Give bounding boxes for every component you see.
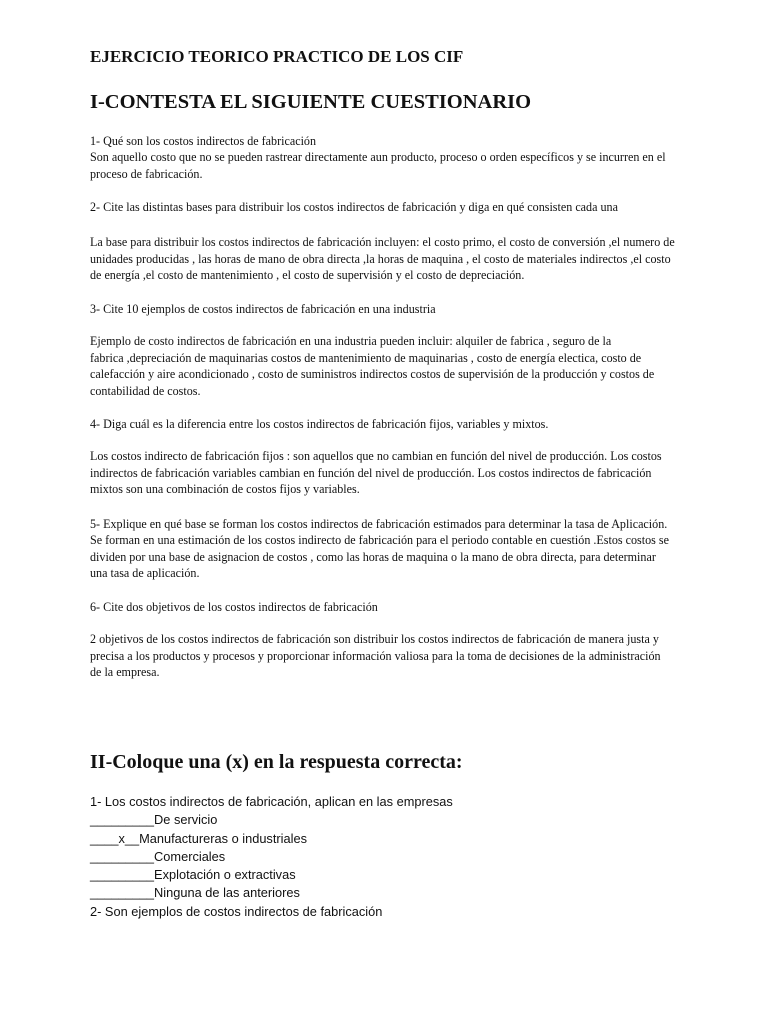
answer-4 — [90, 448, 708, 498]
answer-line: indirectos de fabricación variables cambian en función del nivel de producción. Los costos indirectos de fabricación — [90, 465, 652, 480]
answer-line: Son aquello costo que no se pueden rastrear directamente aun producto, proceso o orden específicos y se incurren en el — [90, 150, 666, 164]
answer-line: Ejemplo de costo indirectos de fabricación en una industria pueden incluir: alquiler de fabrica , seguro de la — [90, 334, 612, 348]
answer-line: mixtos son una combinación de costos fijos y variables. — [90, 482, 360, 497]
answer-3 — [90, 333, 708, 399]
question-6: 6- Cite dos objetivos de los costos indirectos de fabricación — [90, 600, 378, 614]
answer-line: proceso de fabricación. — [90, 166, 203, 181]
answer-line: contabilidad de costos. — [90, 383, 201, 398]
mc-option: _________De servicio — [90, 812, 218, 828]
answer-1 — [90, 149, 708, 182]
section-1-heading: I-CONTESTA EL SIGUIENTE CUESTIONARIO — [90, 91, 532, 113]
mc-question-1: 1- Los costos indirectos de fabricación, aplican en las empresas — [90, 794, 453, 809]
document-title: EJERCICIO TEORICO PRACTICO DE LOS CIF — [90, 47, 464, 66]
answer-line: de energía ,el costo de mantenimiento , el costo de supervisión y el costo de depreciación. — [90, 268, 525, 283]
question-4: 4- Diga cuál es la diferencia entre los costos indirectos de fabricación fijos, variables y mixtos. — [90, 417, 549, 431]
answer-line: precisa a los productos y procesos y proporcionar información valiosa para la toma de decisiones de la administración — [90, 648, 661, 663]
answer-line: una tasa de aplicación. — [90, 566, 200, 581]
section-2-heading: II-Coloque una (x) en la respuesta correcta: — [90, 751, 463, 773]
mc-option: _________Ninguna de las anteriores — [90, 885, 300, 901]
answer-line: 2 objetivos de los costos indirectos de fabricación son distribuir los costos indirectos de fabricación de manera justa y — [90, 632, 659, 646]
answer-2 — [90, 234, 708, 284]
question-2: 2- Cite las distintas bases para distribuir los costos indirectos de fabricación y diga en qué consisten cada una — [90, 200, 618, 214]
answer-line: de la empresa. — [90, 665, 160, 680]
answer-line: calefacción y aire acondicionado , costo de suministros indirectos costos de supervisión de la producción y costos de — [90, 367, 655, 382]
multiple-choice-block — [90, 793, 710, 921]
answer-line: Los costos indirecto de fabricación fijos : son aquellos que no cambian en función del nivel de producción. Los costos — [90, 449, 662, 463]
answer-line: La base para distribuir los costos indirectos de fabricación incluyen: el costo primo, el costo de conversión ,el numero de — [90, 235, 675, 249]
mc-option: _________Explotación o extractivas — [90, 867, 296, 883]
answer-5 — [90, 532, 708, 582]
answer-6 — [90, 631, 708, 681]
mc-question-2: 2- Son ejemplos de costos indirectos de fabricación — [90, 903, 383, 919]
answer-line: fabrica ,depreciación de maquinarias costos de mantenimiento de maquinarias , costo de energía electica, costo de — [90, 350, 642, 365]
answer-line: unidades producidas , las horas de mano de obra directa ,la horas de maquina , el costo de materiales indirectos ,el costo — [90, 251, 671, 266]
question-1: 1- Qué son los costos indirectos de fabricación — [90, 134, 317, 148]
question-5: 5- Explique en qué base se forman los costos indirectos de fabricación estimados para determinar la tasa de Aplicación. — [90, 517, 668, 531]
answer-line: Se forman en una estimación de los costos indirecto de fabricación para el periodo contable en cuestión .Estos costos se — [90, 533, 669, 547]
mc-option: _________Comerciales — [90, 848, 226, 864]
mc-option-selected: ____x__Manufactureras o industriales — [90, 830, 307, 846]
answer-line: dividen por una base de asignacion de costos , como las horas de maquina o la mano de obra directa, para determinar — [90, 549, 656, 564]
question-3: 3- Cite 10 ejemplos de costos indirectos de fabricación en una industria — [90, 302, 436, 316]
